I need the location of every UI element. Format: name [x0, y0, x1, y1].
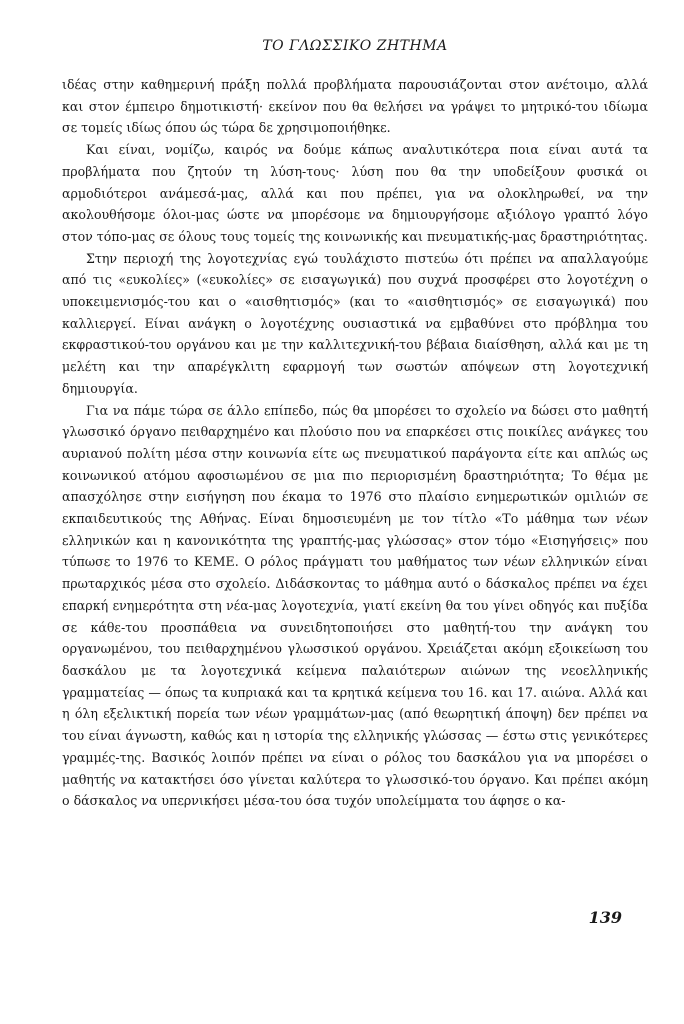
paragraph: ιδέας στην καθημερινή πράξη πολλά προβλήματα παρουσιάζονται στον ανέτοιμο, αλλά και στον έμπειρο δημοτικιστή· εκείνον που θα θελήσει να γράψει το μητρικό-του ιδίωμα σε τομείς ιδίως όπου ώς τώρα δε χρησιμοποιήθηκε.: [62, 77, 648, 136]
page: [62, 38, 648, 812]
paragraph: Στην περιοχή της λογοτεχνίας εγώ τουλάχιστο πιστεύω ότι πρέπει να απαλλαγούμε από τις «ευκολίες» («ευκολίες» σε εισαγωγικά) που συχνά προσφέρει στο λογοτέχνη ο υποκειμενισμός-του και ο «αισθητισμός» (και το «αισθητισμός» σε εισαγωγικά) που καλλιεργεί. Είναι ανάγκη ο λογοτέχνης ουσιαστικά να εμβαθύνει στο πρόβλημα του εκφραστικού-του οργάνου και με την καλλιτεχνική-του βέβαια διαίσθηση, αλλά και με τη μελέτη και την απαρέγκλιτη εφαρμογή των σωστών απόψεων στη λογοτεχνική δημιουργία.: [62, 250, 648, 396]
paragraph: Και είναι, νομίζω, καιρός να δούμε κάπως αναλυτικότερα ποια είναι αυτά τα προβλήματα που ζητούν τη λύση-τους· λύση που θα την υποδείξουν φυσικά οι αρμοδιότεροι ανάμεσά-μας, αλλά και που πρέπει, για να ολοκληρωθεί, να την ακολουθήσομε όλοι-μας ώστε να μπορέσομε να δημιουργήσομε αξιόλογο γραπτό λόγο στον τόπο-μας σε όλους τους τομείς της κοινωνικής και πνευματικής-μας δραστηριότητας.: [62, 142, 648, 244]
paragraph: Για να πάμε τώρα σε άλλο επίπεδο, πώς θα μπορέσει το σχολείο να δώσει στο μαθητή γλωσσικό όργανο πειθαρχημένο και πλούσιο που να επαρκέσει στις ποικίλες ανάγκες του αυριανού πολίτη μέσα στην κοινωνία είτε ως πνευματικού παράγοντα είτε και απλώς ως κοινωνικού ατόμου αφοσιωμένου σε μια πιο περιορισμένη δραστηριότητα; Το θέμα με απασχόλησε στην εισήγηση που έκαμα το 1976 στο πλαίσιο ενημερωτικών ομιλιών σε εκπαιδευτικούς της Αθήνας. Είναι δημοσιευμένη με τον τίτλο «Το μάθημα των νέων ελληνικών και η κανονικότητα της γραπτής-μας γλώσσας» στον τόμο «Εισηγήσεις» που τύπωσε το 1976 το ΚΕΜΕ. Ο ρόλος πράγματι του μαθήματος των νέων ελληνικών είναι πρωταρχικός μέσα στο σχολείο. Διδάσκοντας το μάθημα αυτό ο δάσκαλος πρέπει να έχει επαρκή ενημερότητα στη νέα-μας λογοτεχνία, γιατί εκείνη θα του γίνει οδηγός και πυξίδα σε κάθε-του προσπάθεια να συνειδητοποιήσει στο μαθητή-του την ανάγκη του οργανωμένου, του πειθαρχημένου γλωσσικού οργάνου. Χρειάζεται ακόμη εξοικείωση του δασκάλου με τα λογοτεχνικά κείμενα παλαιότερων αιώνων της νεοελληνικής γραμματείας — όπως τα κυπριακά και τα κρητικά κείμενα του 16. και 17. αιώνα. Αλλά και η όλη εξελικτική πορεία των νέων γραμμάτων-μας (από θεωρητική άποψη) δεν πρέπει να του είναι άγνωστη, καθώς και η ιστορία της ελληνικής γλώσσας — έστω στις γενικότερες γραμμές-της. Βασικός λοιπόν πρέπει να είναι ο ρόλος του δασκάλου για να μπορέσει ο μαθητής να κατακτήσει όσο γίνεται καλύτερα το γλωσσικό-του όργανο. Και πρέπει ακόμη ο δάσκαλος να υπερνικήσει μέσα-του όσα τυχόν υπολείμματα του άφησε ο κα-: [62, 402, 648, 809]
page-number: 139: [588, 908, 622, 927]
running-head: ΤΟ ΓΛΩΣΣΙΚΟ ΖΗΤΗΜΑ: [262, 38, 448, 54]
body-text: [62, 74, 648, 812]
